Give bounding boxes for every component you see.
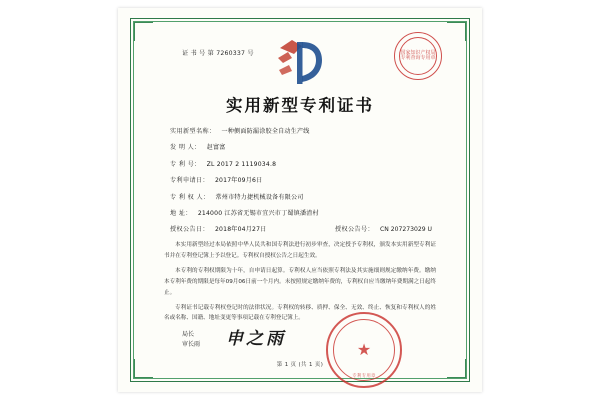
certificate-sheet [118,8,482,392]
page-title: 实用新型专利证书 [226,96,374,115]
field-label: 专 利 号： [170,160,201,168]
signature-labels [182,330,200,350]
corner-ornament-top-right [447,22,466,41]
field-row [170,224,432,233]
field-label: 地 址： [170,209,192,217]
field-list [170,126,432,241]
certificate-number: 证 书 号 第 7260337 号 [182,50,254,57]
seal-star-icon: ★ [356,340,372,359]
field-label: 实用新型名称： [170,128,216,135]
field-value: 赵富富 [206,144,226,152]
field-label: 专利申请日： [170,177,209,185]
field-value: 一种侧面防漏涂胶全自动生产线 [221,128,310,135]
field-value-secondary: CN 207273029 U [379,226,432,234]
official-red-seal-icon [326,312,402,388]
field-value: 214000 江苏省无锡市宜兴市丁蜀镇潘渣村 [197,209,319,217]
top-right-seal-text: 国家知识产权局专利查询专用章 [399,37,437,75]
page-footer: 第 1 页 (共 1 页) [276,362,324,368]
body-text [164,240,436,328]
field-value: ZL 2017 2 1119034.8 [206,160,277,168]
field-label-secondary: 授权公告号： [334,226,374,234]
field-row [170,126,432,135]
field-row [170,192,432,201]
field-value: 常州市特力捷机械设备有限公司 [215,193,304,201]
top-right-red-seal-icon [394,32,442,80]
field-row [170,208,432,217]
field-value: 2017年09月6日 [214,177,263,185]
body-paragraph: 本实用新型经过本局依照中华人民共和国专利法进行初步审查，决定授予专利权，颁发本实用新型专利证书并在专利登记簿上予以登记。专利权自授权公告之日起生效。 [164,242,436,259]
seal-inner-ring [333,319,395,381]
field-row [170,159,432,168]
field-value: 2018年04月27日 [214,226,267,234]
corner-ornament-top-left [134,22,153,41]
signature-label-title: 局长 [182,331,195,338]
field-row [170,142,432,151]
seal-bottom-text: 专利专用章 [352,374,376,379]
body-paragraph: 专利证书记载专利权登记时的法律状况。专利权的转移、质押、保全、无效、终止、恢复和专利权人的姓名或名称、国籍、地址变更等事项记载在专利登记簿上。 [164,304,436,322]
field-label: 专 利 权 人： [170,193,210,201]
signature-label-name: 审长雨 [182,341,201,349]
patent-office-emblem-icon [272,36,328,88]
field-label: 授权公告日： [170,226,209,234]
field-label: 发 明 人： [170,144,201,152]
handwritten-signature: 申之雨 [226,329,286,349]
field-row [170,175,432,184]
body-paragraph: 本专利的专利权期限为十年，自申请日起算。专利权人应当依照专利法及其实施细则规定缴纳年费。缴纳本专利年费的期限是每年09月06日前一个月内。未按照规定缴纳年费的，专利权自应当缴纳年费期满之日起终止。 [164,267,436,296]
